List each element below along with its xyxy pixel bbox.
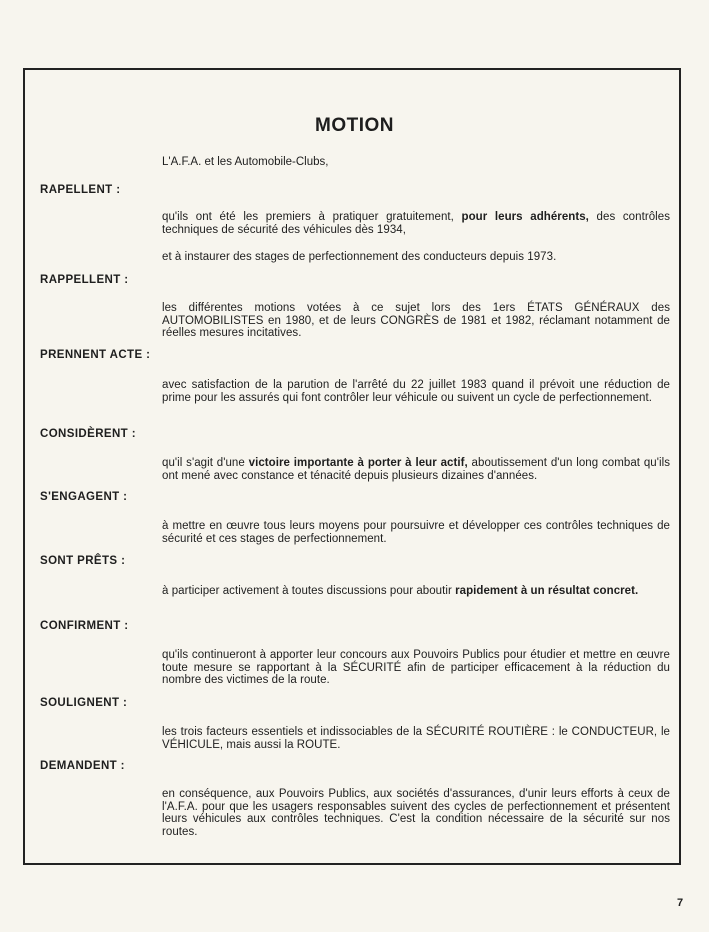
- section-label-considerent: CONSIDÈRENT :: [40, 428, 136, 440]
- section-label-soulignent: SOULIGNENT :: [40, 697, 128, 709]
- paragraph-text: aboutissement d'un long combat qu'ils ont mené avec constance et ténacité depuis plusieurs dizaines d'années.: [162, 457, 670, 482]
- paragraph-text: avec satisfaction de la parution de l'arrêté du 22 juillet 1983 quand il prévoit une réduction de prime pour les assurés qui font contrôler leur véhicule ou suivent un cycle de perfectionnement.: [162, 379, 670, 404]
- section-0-paragraph-1: [162, 251, 670, 264]
- emphasis-text: pour leurs adhérents,: [461, 211, 589, 223]
- section-label-confirment: CONFIRMENT :: [40, 620, 129, 632]
- section-label-rappellent: RAPPELLENT :: [40, 274, 129, 286]
- section-2-paragraph-0: [162, 379, 670, 404]
- emphasis-text: victoire importante à porter à leur actif,: [248, 457, 468, 469]
- page-number: 7: [677, 897, 684, 909]
- paragraph-text: qu'ils continueront à apporter leur concours aux Pouvoirs Publics pour étudier et mettre en œuvre toute mesure se rapportant à la SÉCURITÉ afin de participer efficacement à la réduction du nombre des victimes de la route.: [162, 649, 670, 686]
- paragraph-text: les trois facteurs essentiels et indissociables de la SÉCURITÉ ROUTIÈRE : le CONDUCTEUR, le VÉHICULE, mais aussi la ROUTE.: [162, 726, 670, 751]
- section-7-paragraph-0: [162, 726, 670, 751]
- paragraph-text: à participer activement à toutes discussions pour aboutir: [162, 585, 456, 597]
- paragraph-text: les différentes motions votées à ce sujet lors des 1ers ÉTATS GÉNÉRAUX des AUTOMOBILISTES en 1980, et de leurs CONGRÈS de 1981 et 1982, réclamant notamment de réelles mesures incitatives.: [162, 302, 670, 339]
- section-0-paragraph-0: [162, 211, 670, 236]
- section-label-demandent: DEMANDENT :: [40, 760, 125, 772]
- section-5-paragraph-0: [162, 585, 670, 598]
- page-title: MOTION: [315, 115, 394, 136]
- emphasis-text: rapidement à un résultat concret.: [455, 585, 639, 597]
- section-label-prennent-acte: PRENNENT ACTE :: [40, 349, 151, 361]
- section-6-paragraph-0: [162, 649, 670, 687]
- paragraph-text: à mettre en œuvre tous leurs moyens pour poursuivre et développer ces contrôles techniques de sécurité et ces stages de perfectionnement.: [162, 520, 670, 545]
- section-label-rapellent: RAPELLENT :: [40, 184, 121, 196]
- section-label-sont-prets: SONT PRÊTS :: [40, 555, 126, 567]
- section-3-paragraph-0: [162, 457, 670, 482]
- section-1-paragraph-0: [162, 302, 670, 340]
- section-4-paragraph-0: [162, 520, 670, 545]
- intro-text: L'A.F.A. et les Automobile-Clubs,: [162, 156, 329, 168]
- paragraph-text: en conséquence, aux Pouvoirs Publics, aux sociétés d'assurances, d'unir leurs efforts à ceux de l'A.F.A. pour que les usagers responsables suivent des cycles de perfectionnement et présentent leurs véhicules aux contrôles techniques. C'est la condition nécessaire de la sécurité sur nos routes.: [162, 788, 670, 838]
- paragraph-text: et à instaurer des stages de perfectionnement des conducteurs depuis 1973.: [162, 251, 557, 263]
- paragraph-text: qu'ils ont été les premiers à pratiquer gratuitement,: [162, 211, 462, 223]
- section-label-s-engagent: S'ENGAGENT :: [40, 491, 128, 503]
- paragraph-text: qu'il s'agit d'une: [162, 457, 249, 469]
- paragraph-text: des contrôles techniques de sécurité des véhicules dès 1934,: [162, 211, 670, 236]
- section-8-paragraph-0: [162, 788, 670, 838]
